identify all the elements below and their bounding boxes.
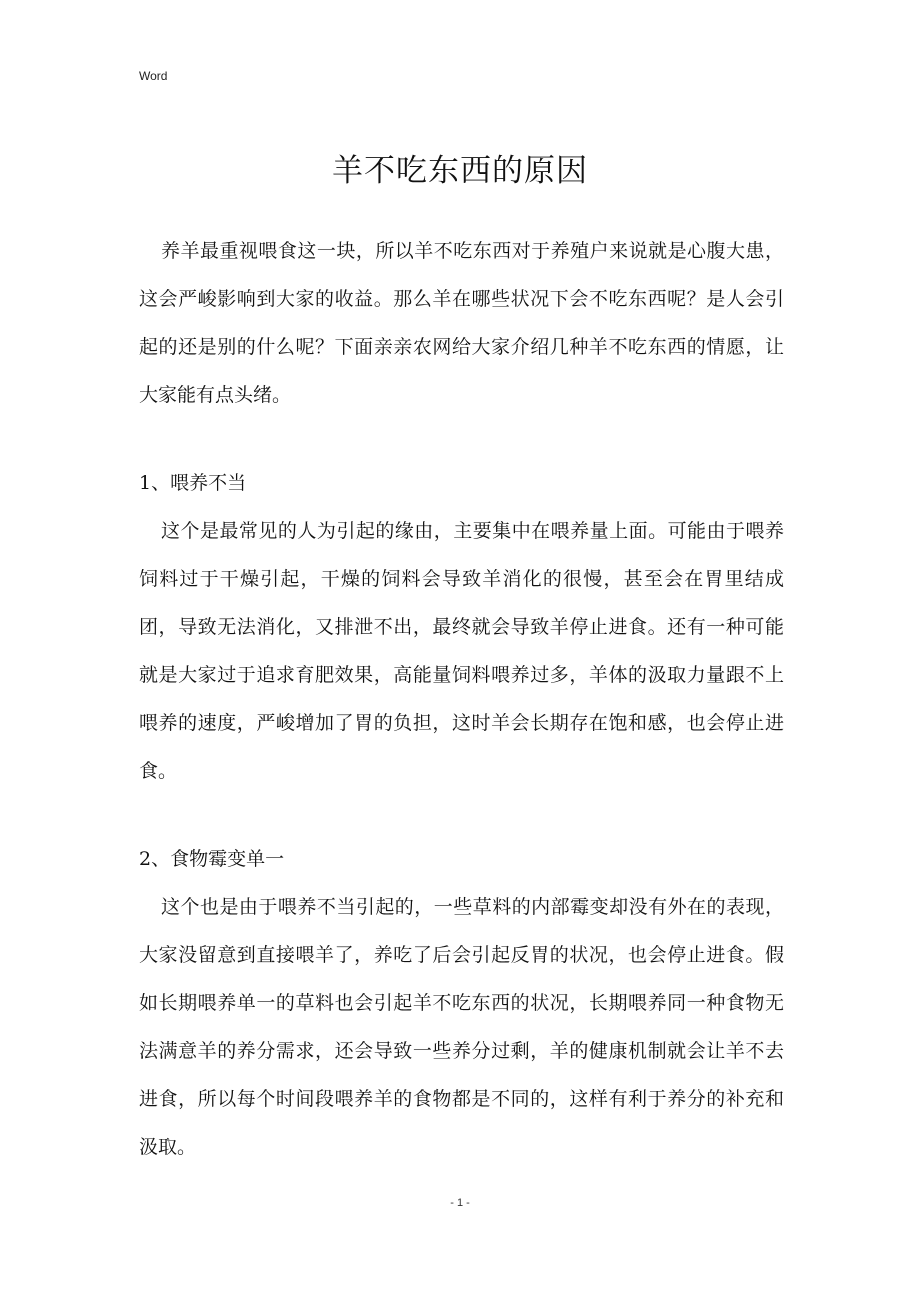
section-2 [139, 835, 784, 1171]
intro-paragraph: 养羊最重视喂食这一块，所以羊不吃东西对于养殖户来说就是心腹大患，这会严峻影响到大家的收益。那么羊在哪些状况下会不吃东西呢？是人会引起的还是别的什么呢？下面亲亲农网给大家介绍几种羊不吃东西的情愿，让大家能有点头绪。 [139, 240, 784, 406]
document-body [139, 227, 784, 1171]
header-label: Word [139, 69, 168, 83]
section-heading: 1、喂养不当 [139, 472, 247, 494]
section-paragraph: 这个也是由于喂养不当引起的，一些草料的内部霉变却没有外在的表现，大家没留意到直接喂羊了，养吃了后会引起反胃的状况，也会停止进食。假如长期喂养单一的草料也会引起羊不吃东西的状况，长期喂养同一种食物无法满意羊的养分需求，还会导致一些养分过剩，羊的健康机制就会让羊不去进食，所以每个时间段喂养羊的食物都是不同的，这样有利于养分的补充和汲取。 [139, 896, 784, 1158]
document-title: 羊不吃东西的原因 [332, 153, 588, 189]
section-heading: 2、食物霉变单一 [139, 848, 285, 870]
page-number: - 1 - [450, 1197, 470, 1209]
section-1 [139, 459, 784, 795]
section-paragraph: 这个是最常见的人为引起的缘由，主要集中在喂养量上面。可能由于喂养饲料过于干燥引起，干燥的饲料会导致羊消化的很慢，甚至会在胃里结成团，导致无法消化，又排泄不出，最终就会导致羊停止进食。还有一种可能就是大家过于追求育肥效果，高能量饲料喂养过多，羊体的汲取力量跟不上喂养的速度，严峻增加了胃的负担，这时羊会长期存在饱和感，也会停止进食。 [139, 520, 784, 782]
